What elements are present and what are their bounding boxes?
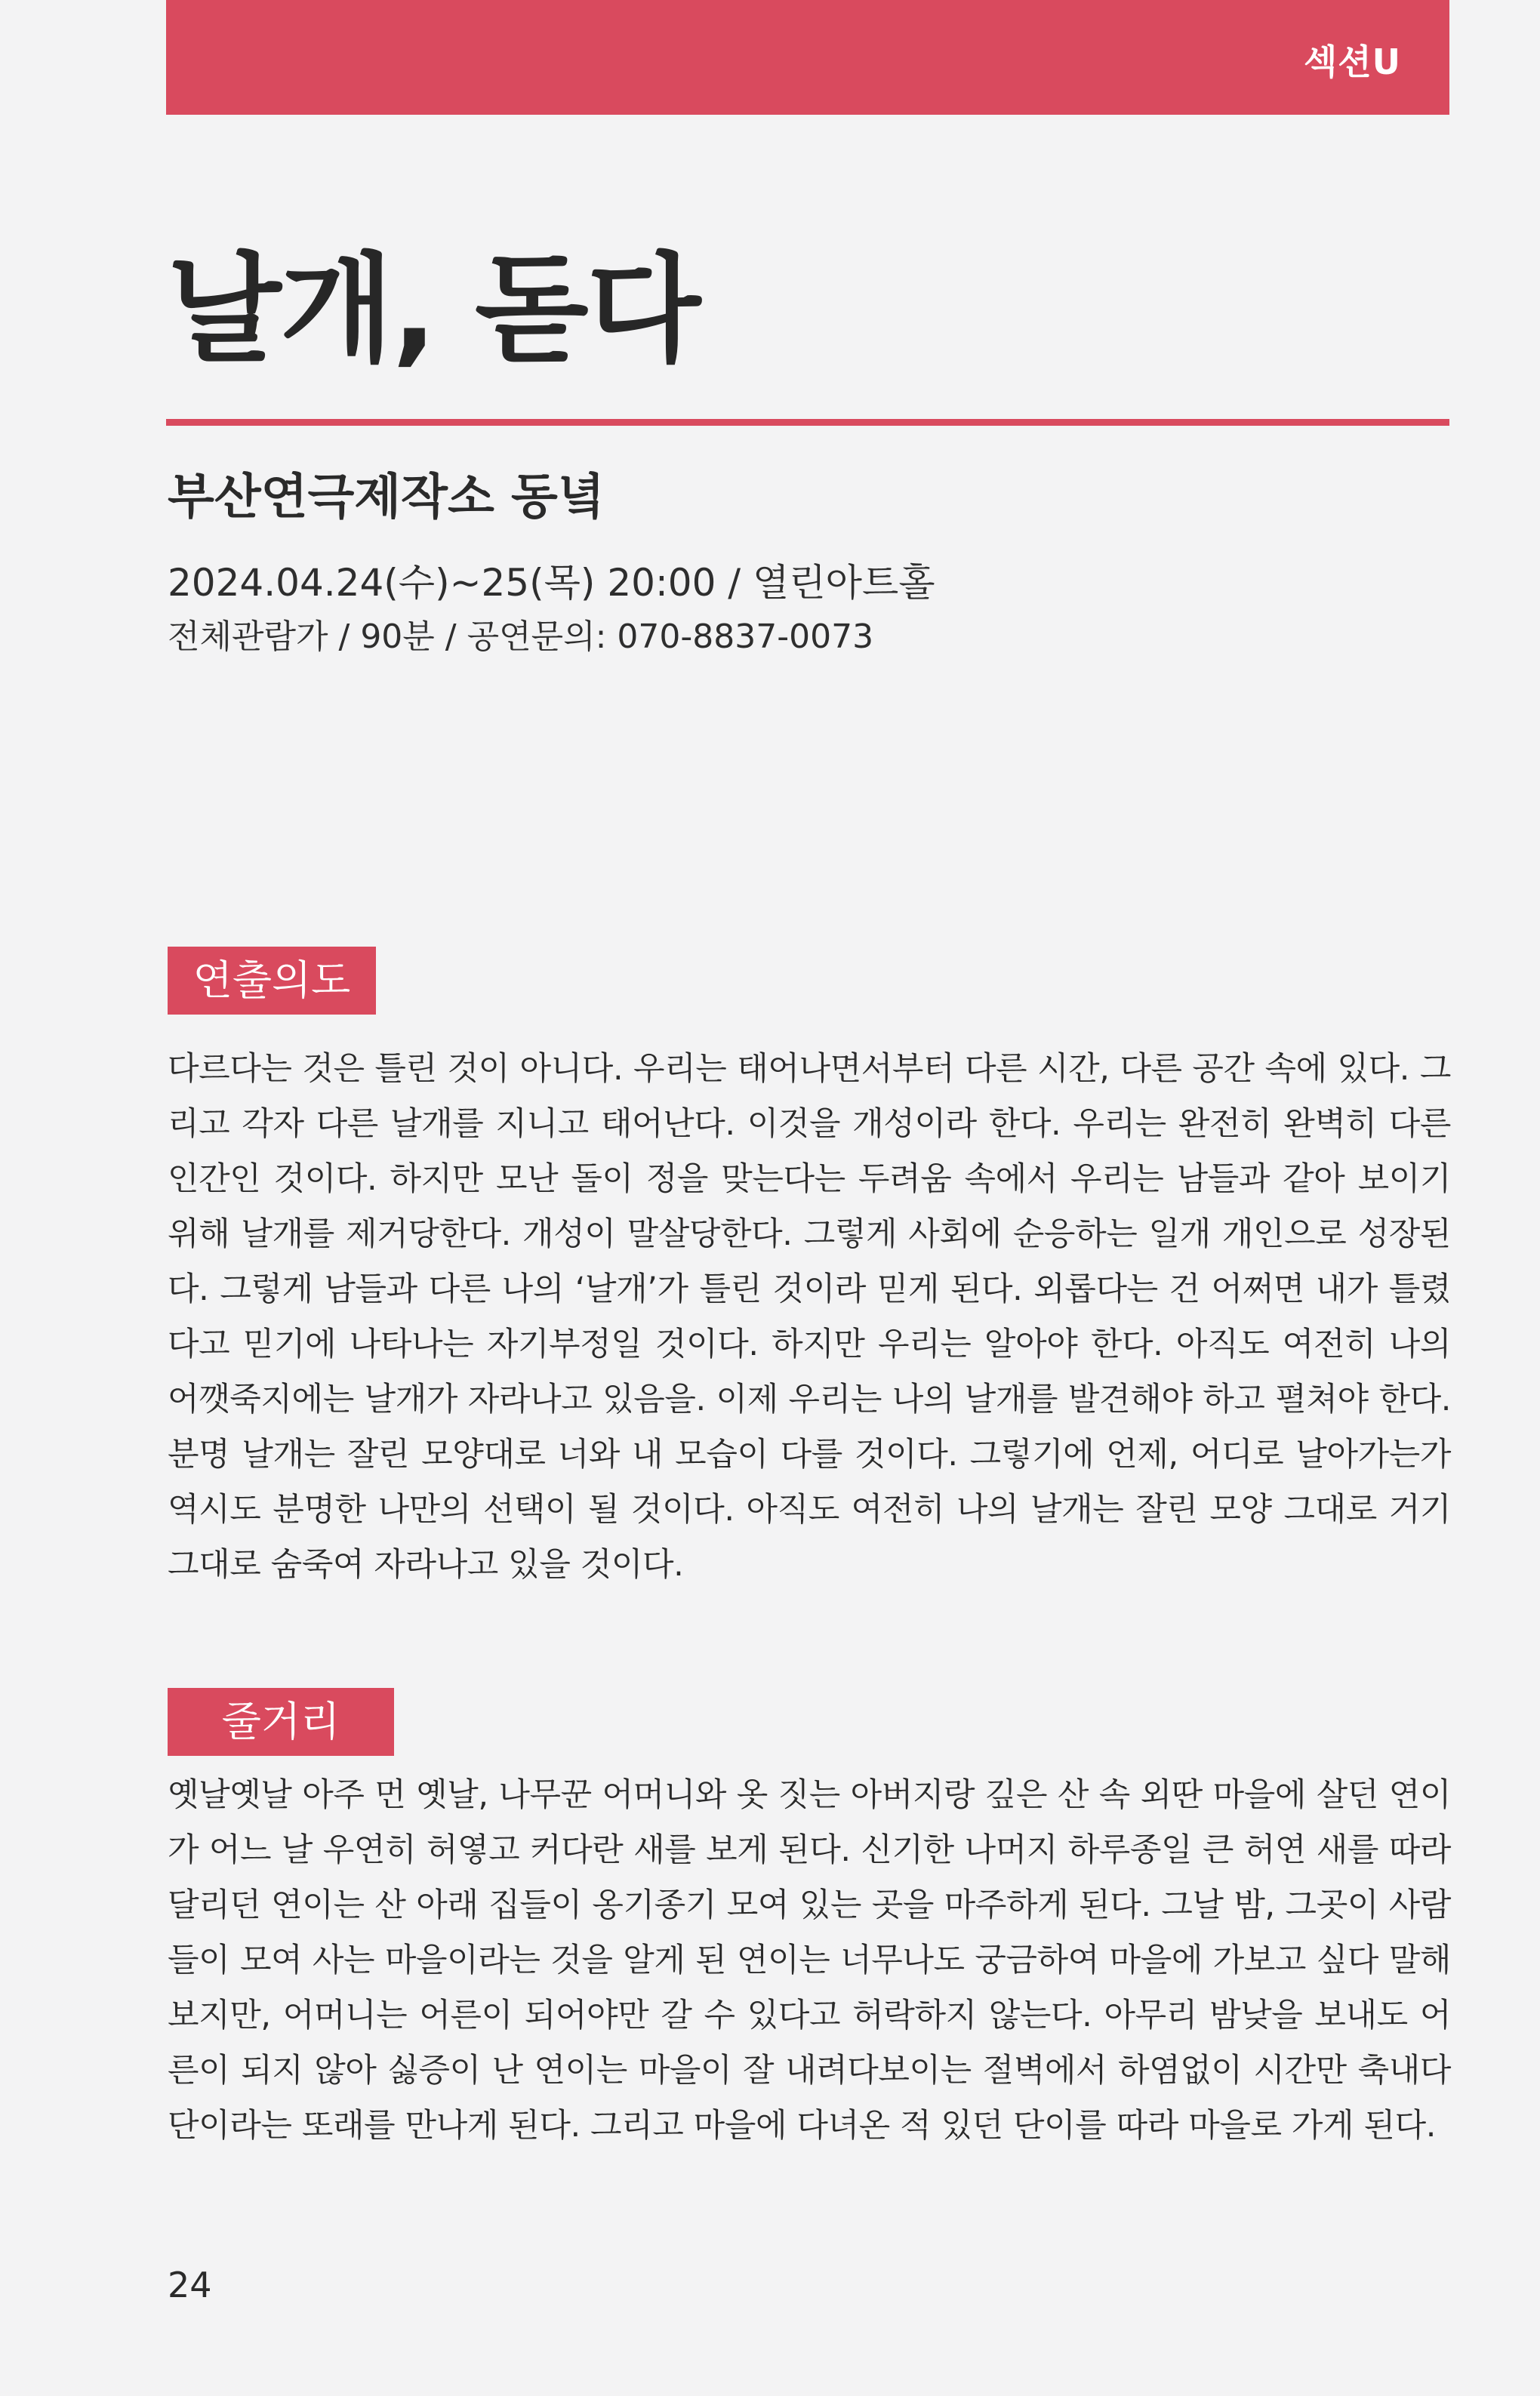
section-body-intent: 다르다는 것은 틀린 것이 아니다. 우리는 태어나면서부터 다른 시간, 다른 공간 속에 있다. 그리고 각자 다른 날개를 지니고 태어난다. 이것을 개성이라 한다. 우리는 완전히 완벽히 다른 인간인 것이다. 하지만 모난 돌이 정을 맞는다는 두려움 속에서 우리는 남들과 같아 보이기 위해 날개를 제거당한다. 개성이 말살당한다. 그렇게 사회에 순응하는 일개 개인으로 성장된다. 그렇게 남들과 다른 나의 ‘날개’가 틀린 것이라 믿게 된다. 외롭다는 건 어쩌면 내가 틀렸다고 믿기에 나타나는 자기부정일 것이다. 하지만 우리는 알아야 한다. 아직도 여전히 나의 어깻죽지에는 날개가 자라나고 있음을. 이제 우리는 나의 날개를 발견해야 하고 펼쳐야 한다. 분명 날개는 잘린 모양대로 너와 내 모습이 다를 것이다. 그렇기에 언제, 어디로 날아가는가 역시도 분명한 나만의 선택이 될 것이다. 아직도 여전히 나의 날개는 잘린 모양 그대로 거기 그대로 숨죽여 자라나고 있을 것이다. bbox=[168, 1050, 1451, 1584]
performance-info: 전체관람가 / 90분 / 공연문의: 070-8837-0073 bbox=[168, 617, 874, 656]
page-title: 날개, 돋다 bbox=[168, 241, 700, 378]
section-label: 섹션U bbox=[1303, 42, 1401, 82]
header-band bbox=[166, 0, 1449, 115]
performance-schedule: 2024.04.24(수)~25(목) 20:00 / 열린아트홀 bbox=[168, 561, 935, 605]
title-divider bbox=[166, 419, 1449, 426]
theater-company: 부산연극제작소 동녘 bbox=[168, 470, 605, 525]
section-heading-synopsis: 줄거리 bbox=[168, 1688, 394, 1756]
section-heading-intent: 연출의도 bbox=[168, 947, 376, 1015]
page-number: 24 bbox=[168, 2265, 212, 2305]
section-body-synopsis: 옛날옛날 아주 먼 옛날, 나무꾼 어머니와 옷 짓는 아버지랑 깊은 산 속 외딴 마을에 살던 연이가 어느 날 우연히 허옇고 커다란 새를 보게 된다. 신기한 나머지 하루종일 큰 허연 새를 따라 달리던 연이는 산 아래 집들이 옹기종기 모여 있는 곳을 마주하게 된다. 그날 밤, 그곳이 사람들이 모여 사는 마을이라는 것을 알게 된 연이는 너무나도 궁금하여 마을에 가보고 싶다 말해보지만, 어머니는 어른이 되어야만 갈 수 있다고 허락하지 않는다. 아무리 밤낮을 보내도 어른이 되지 않아 싫증이 난 연이는 마을이 잘 내려다보이는 절벽에서 하염없이 시간만 축내다 단이라는 또래를 만나게 된다. 그리고 마을에 다녀온 적 있던 단이를 따라 마을로 가게 된다. bbox=[168, 1776, 1451, 2145]
